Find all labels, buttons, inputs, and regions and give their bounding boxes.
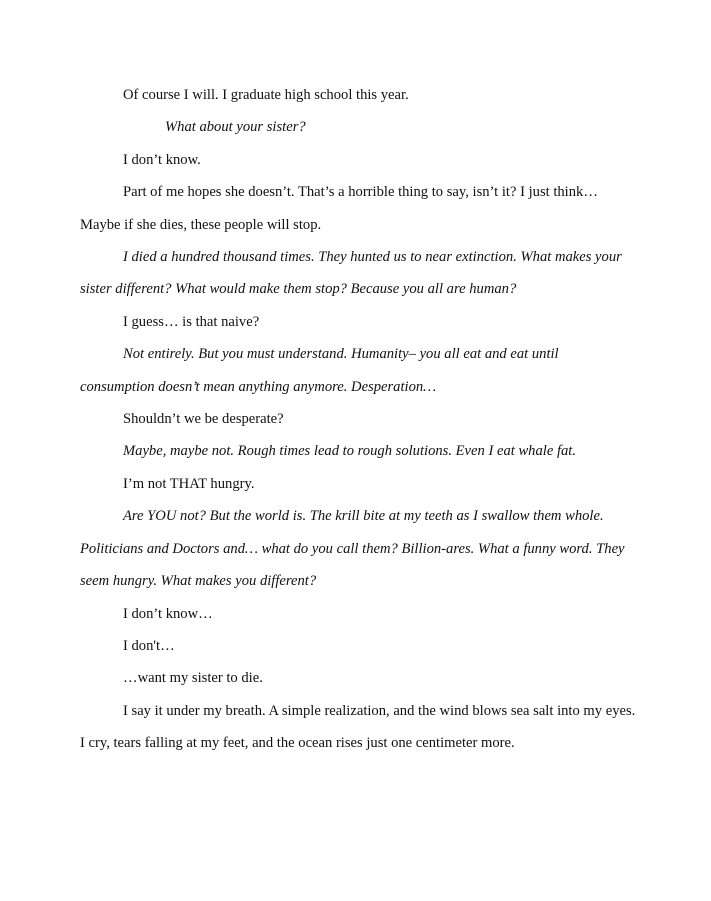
paragraph: I guess… is that naive?: [123, 313, 260, 330]
paragraph: I don’t know.: [123, 151, 201, 168]
paragraph: I don't…: [123, 637, 175, 654]
paragraph: I don’t know…: [123, 605, 213, 622]
paragraph: I died a hundred thousand times. They hunted us to near extinction. What makes your sister different? What would make them stop? Because you all are human?: [80, 249, 622, 298]
paragraph: I say it under my breath. A simple realization, and the wind blows sea salt into my eyes. I cry, tears falling at my feet, and the ocean rises just one centimeter more.: [80, 702, 636, 752]
paragraph: …want my sister to die.: [123, 670, 263, 687]
paragraph: Not entirely. But you must understand. Humanity– you all eat and eat until consumption doesn’t mean anything anymore. Desperation…: [80, 346, 559, 395]
paragraph: Part of me hopes she doesn’t. That’s a horrible thing to say, isn’t it? I just think… Maybe if she dies, these people will stop.: [80, 184, 598, 233]
paragraph: I’m not THAT hungry.: [123, 475, 255, 492]
paragraph: Of course I will. I graduate high school this year.: [123, 87, 409, 103]
document-body: [80, 79, 636, 760]
paragraph: Shouldn’t we be desperate?: [123, 411, 284, 428]
paragraph: Maybe, maybe not. Rough times lead to rough solutions. Even I eat whale fat.: [123, 443, 577, 460]
paragraph: What about your sister?: [165, 119, 306, 136]
paragraph: Are YOU not? But the world is. The krill bite at my teeth as I swallow them whole. Politicians and Doctors and… what do you call them? Billion-ares. What a funny word. They seem hungry. What makes you different?: [80, 508, 625, 590]
